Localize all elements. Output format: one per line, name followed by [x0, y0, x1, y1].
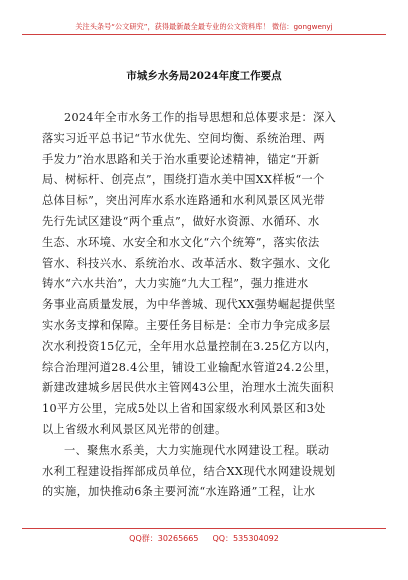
header-divider — [22, 34, 386, 35]
document-body — [42, 108, 356, 503]
paragraph-line: 次水利投资15亿元，全年用水总量控制在3.25亿方以内， — [42, 339, 338, 353]
paragraph-line: 局、树标杆、创亮点”，围绕打造水美中国XX样板“一个 — [42, 173, 325, 187]
paragraph-line: 铸水“六水共治”，大力实施“九大工程”，强力推进水 — [42, 277, 309, 291]
paragraph-line: 2024年全市水务工作的指导思想和总体要求是：深入 — [64, 111, 337, 124]
paragraph-line: 以上省级水利风景区风光带的创建。 — [42, 422, 227, 436]
qq-number: QQ：535304092 — [212, 534, 279, 543]
paragraph-line: 总体目标”，突出河库水系水连路通和水利风景区风光带 — [42, 194, 325, 208]
qq-group-number: QQ群：30265665 — [129, 534, 199, 543]
paragraph-line: 先行先试区建设“两个重点”，做好水资源、水循环、水 — [42, 214, 320, 228]
section-heading-line: 一、聚焦水系美，大力实施现代水网建设工程。联动 — [64, 443, 330, 457]
paragraph-line: 手发力”治水思路和关于治水重要论述精神，锚定“开新 — [42, 152, 320, 166]
paragraph-line: 务事业高质量发展，为中华善城、现代XX强势崛起提供坚 — [42, 298, 336, 312]
footer-divider — [22, 528, 386, 529]
paragraph-line: 管水、科技兴水、系统治水、改革活水、数字强水、文化 — [42, 256, 331, 270]
footer-contact — [0, 533, 408, 544]
paragraph-line: 的实施，加快推动6条主要河流“水连路通”工程，让水 — [42, 485, 316, 499]
paragraph-line: 水利工程建设指挥部成员单位，结合XX现代水网建设规划 — [42, 464, 336, 478]
paragraph-line: 生态、水环境、水安全和水文化“六个统筹”，落实依法 — [42, 235, 320, 249]
header-banner: 关注头条号“公文研究”，获得最新最全最专业的公文资料库！ 微信：gongwenyj — [75, 22, 333, 31]
paragraph-line: 10平方公里，完成5处以上省和国家级水利风景区和3处 — [42, 402, 326, 416]
paragraph-line: 综合治理河道28.4公里，铺设工业输配水管道24.2公里， — [42, 360, 337, 374]
document-title: 市城乡水务局2024年度工作要点 — [126, 70, 282, 82]
paragraph-line: 新建改建城乡居民供水主管网43公里，治理水土流失面积 — [42, 381, 334, 395]
paragraph-line: 落实习近平总书记“节水优先、空间均衡、系统治理、两 — [42, 131, 325, 145]
paragraph-line: 实水务支撑和保障。主要任务目标是：全市力争完成多层 — [42, 318, 331, 332]
